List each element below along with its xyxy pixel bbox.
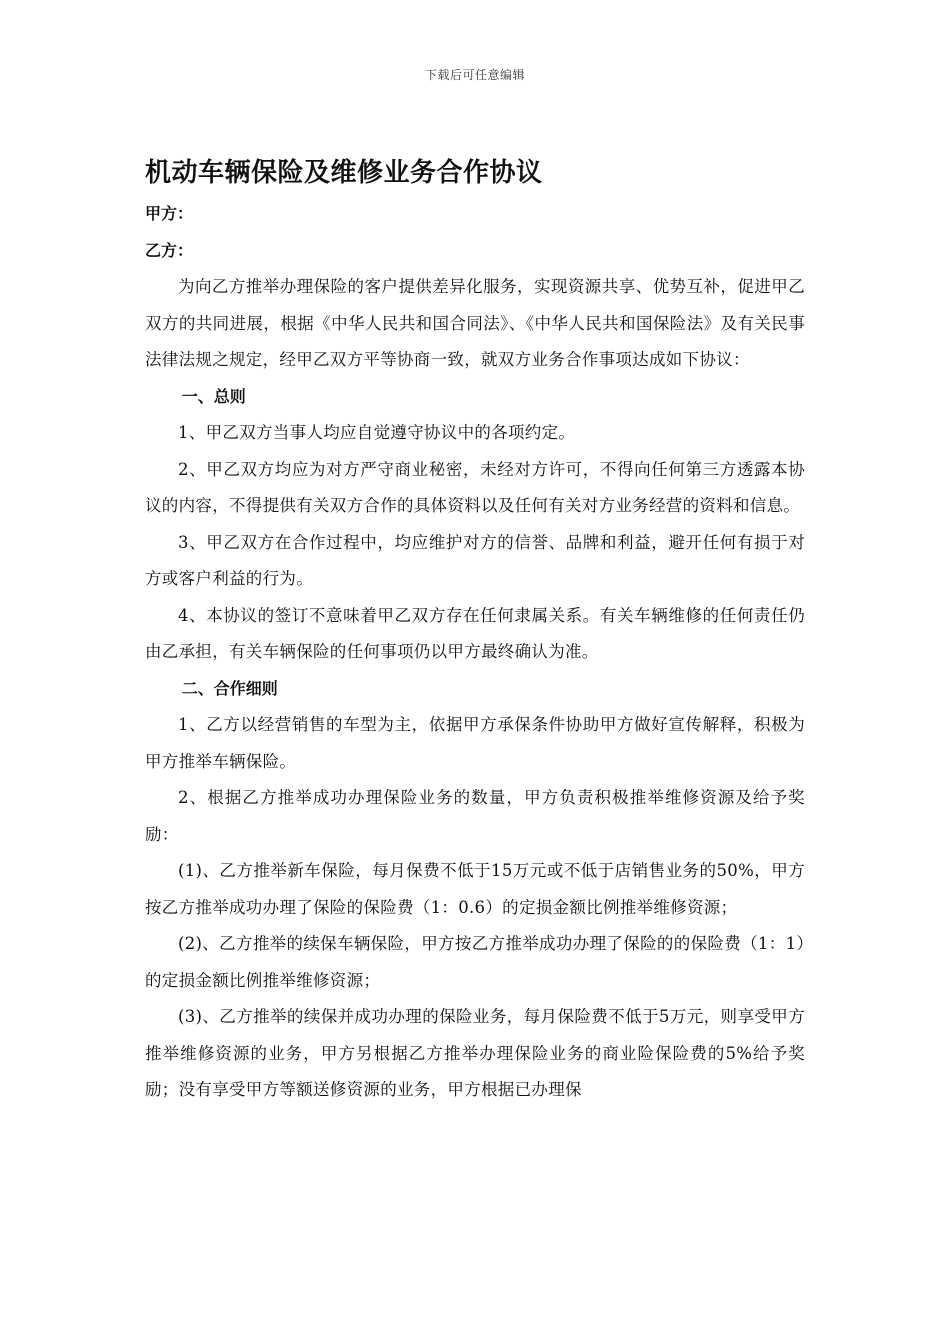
party-b-label: 乙方： bbox=[145, 240, 194, 260]
section-heading-cooperation: 二、合作细则 bbox=[181, 678, 278, 698]
clause-cooperation-2-1: (1)、乙方推举新车保险，每月保费不低于15万元或不低于店销售业务的50%，甲方按乙方推举成功办理了保险的保险费（1：0.6）的定损金额比例推举维修资源； bbox=[145, 861, 805, 917]
clause-general-1: 1、甲乙双方当事人均应自觉遵守协议中的各项约定。 bbox=[178, 423, 576, 442]
page-header-note: 下载后可任意编辑 bbox=[424, 68, 525, 82]
clause-cooperation-2: 2、根据乙方推举成功办理保险业务的数量，甲方负责积极推举维修资源及给予奖励： bbox=[145, 788, 805, 844]
agreement-document bbox=[145, 150, 805, 1109]
clause-general-2: 2、甲乙双方均应为对方严守商业秘密，未经对方许可，不得向任何第三方透露本协议的内容，不得提供有关双方合作的具体资料以及任何有关对方业务经营的资料和信息。 bbox=[145, 459, 805, 515]
clause-cooperation-2-2: (2)、乙方推举的续保车辆保险，甲方按乙方推举成功办理了保险的的保险费（1：1）的定损金额比例推举维修资源； bbox=[145, 934, 805, 990]
party-a-label: 甲方： bbox=[145, 204, 194, 223]
intro-paragraph: 为向乙方推举办理保险的客户提供差异化服务，实现资源共享、优势互补，促进甲乙双方的共同进展，根据《中华人民共和国合同法》、《中华人民共和国保险法》及有关民事法律法规之规定，经甲乙双方平等协商一致，就双方业务合作事项达成如下协议： bbox=[145, 277, 805, 369]
clause-cooperation-2-3: (3)、乙方推举的续保并成功办理的保险业务，每月保险费不低于5万元，则享受甲方推举维修资源的业务，甲方另根据乙方推举办理保险业务的商业险保险费的5%给予奖励；没有享受甲方等额送修资源的业务，甲方根据已办理保 bbox=[145, 1007, 805, 1099]
clause-cooperation-1: 1、乙方以经营销售的车型为主，依据甲方承保条件协助甲方做好宣传解释，积极为甲方推举车辆保险。 bbox=[145, 715, 805, 771]
clause-general-4: 4、本协议的签订不意味着甲乙双方存在任何隶属关系。有关车辆维修的任何责任仍由乙承担，有关车辆保险的任何事项仍以甲方最终确认为准。 bbox=[145, 605, 805, 661]
clause-general-3: 3、甲乙双方在合作过程中，均应维护对方的信誉、品牌和利益，避开任何有损于对方或客户利益的行为。 bbox=[145, 532, 805, 588]
section-heading-general: 一、总则 bbox=[181, 386, 246, 406]
document-title: 机动车辆保险及维修业务合作协议 bbox=[145, 158, 543, 188]
